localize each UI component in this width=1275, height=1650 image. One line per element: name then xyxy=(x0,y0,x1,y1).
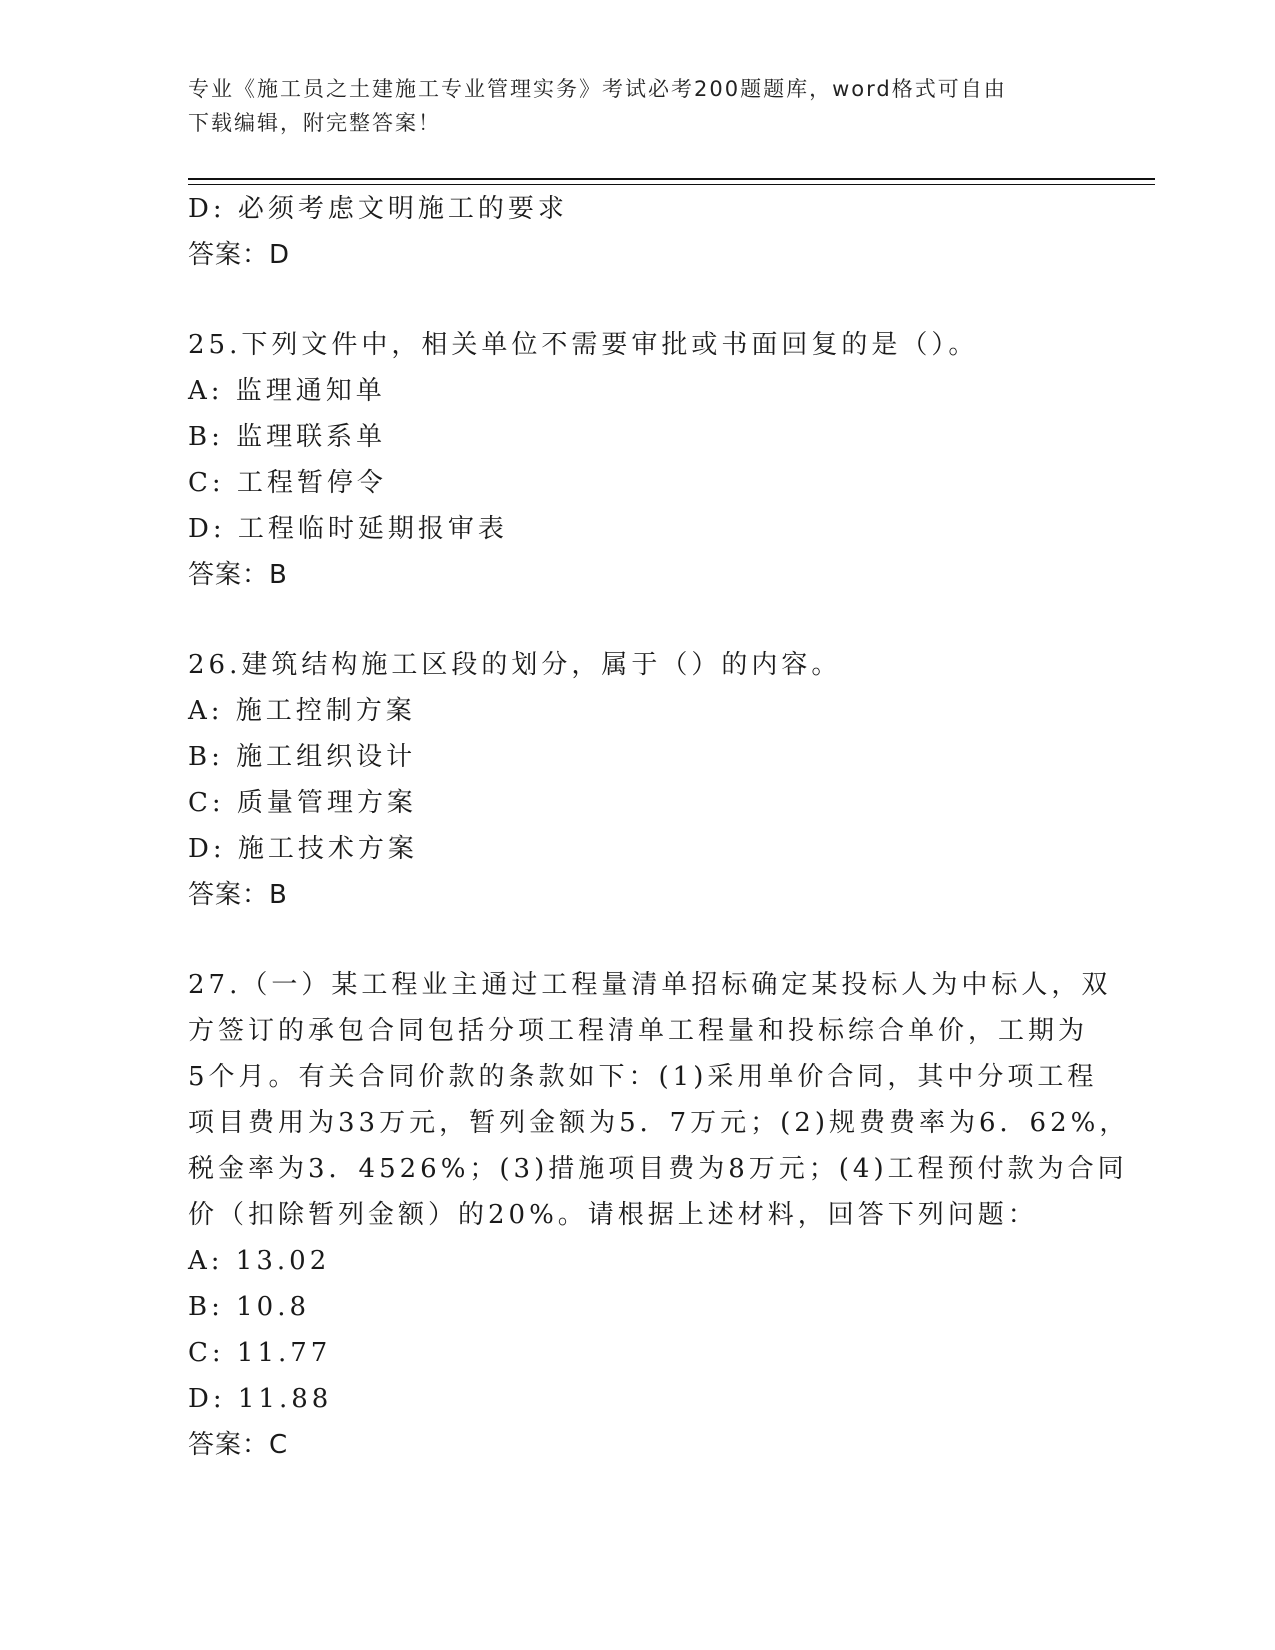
question-stem-line: 项目费用为33万元，暂列金额为5．7万元；(2)规费费率为6．62%， xyxy=(188,1108,1130,1138)
question-list xyxy=(188,186,1130,1468)
option-d: D: 施工技术方案 xyxy=(188,834,418,864)
option-b: B: 10.8 xyxy=(188,1292,311,1322)
header-divider-thin xyxy=(188,184,1155,185)
option-a: A: 13.02 xyxy=(188,1246,331,1276)
option-c: C: 11.77 xyxy=(188,1338,332,1368)
question-stem: 26.建筑结构施工区段的划分，属于（）的内容。 xyxy=(188,650,842,680)
option-d: D: 必须考虑文明施工的要求 xyxy=(188,194,568,224)
question-stem-line: 方签订的承包合同包括分项工程清单工程量和投标综合单价，工期为 xyxy=(188,1016,1089,1046)
answer: 答案：D xyxy=(188,240,291,270)
header-line-2: 下载编辑，附完整答案！ xyxy=(188,111,441,135)
header-line-1: 专业《施工员之土建施工专业管理实务》考试必考200题题库，word格式可自由 xyxy=(188,77,1007,101)
document-header xyxy=(188,72,1068,140)
answer: 答案：C xyxy=(188,1430,289,1460)
question-25 xyxy=(188,322,1088,598)
option-a: A: 施工控制方案 xyxy=(188,696,416,726)
question-24-tail xyxy=(188,186,1088,278)
header-divider-thick xyxy=(188,178,1155,180)
option-b: B: 监理联系单 xyxy=(188,422,387,452)
option-c: C: 工程暂停令 xyxy=(188,468,387,498)
answer: 答案：B xyxy=(188,560,288,590)
option-c: C: 质量管理方案 xyxy=(188,788,417,818)
option-a: A: 监理通知单 xyxy=(188,376,386,406)
question-stem: 25.下列文件中，相关单位不需要审批或书面回复的是（）。 xyxy=(188,330,979,360)
question-stem-line: 税金率为3．4526%；(3)措施项目费为8万元；(4)工程预付款为合同 xyxy=(188,1154,1128,1184)
question-stem-line: 5个月。有关合同价款的条款如下：(1)采用单价合同，其中分项工程 xyxy=(188,1062,1098,1092)
option-d: D: 工程临时延期报审表 xyxy=(188,514,508,544)
question-26 xyxy=(188,642,1088,918)
question-stem-line: 27.（一）某工程业主通过工程量清单招标确定某投标人为中标人，双 xyxy=(188,970,1112,1000)
answer: 答案：B xyxy=(188,880,288,910)
question-27 xyxy=(188,962,1130,1468)
question-stem-line: 价（扣除暂列金额）的20%。请根据上述材料，回答下列问题： xyxy=(188,1200,1038,1230)
option-b: B: 施工组织设计 xyxy=(188,742,417,772)
option-d: D: 11.88 xyxy=(188,1384,333,1414)
